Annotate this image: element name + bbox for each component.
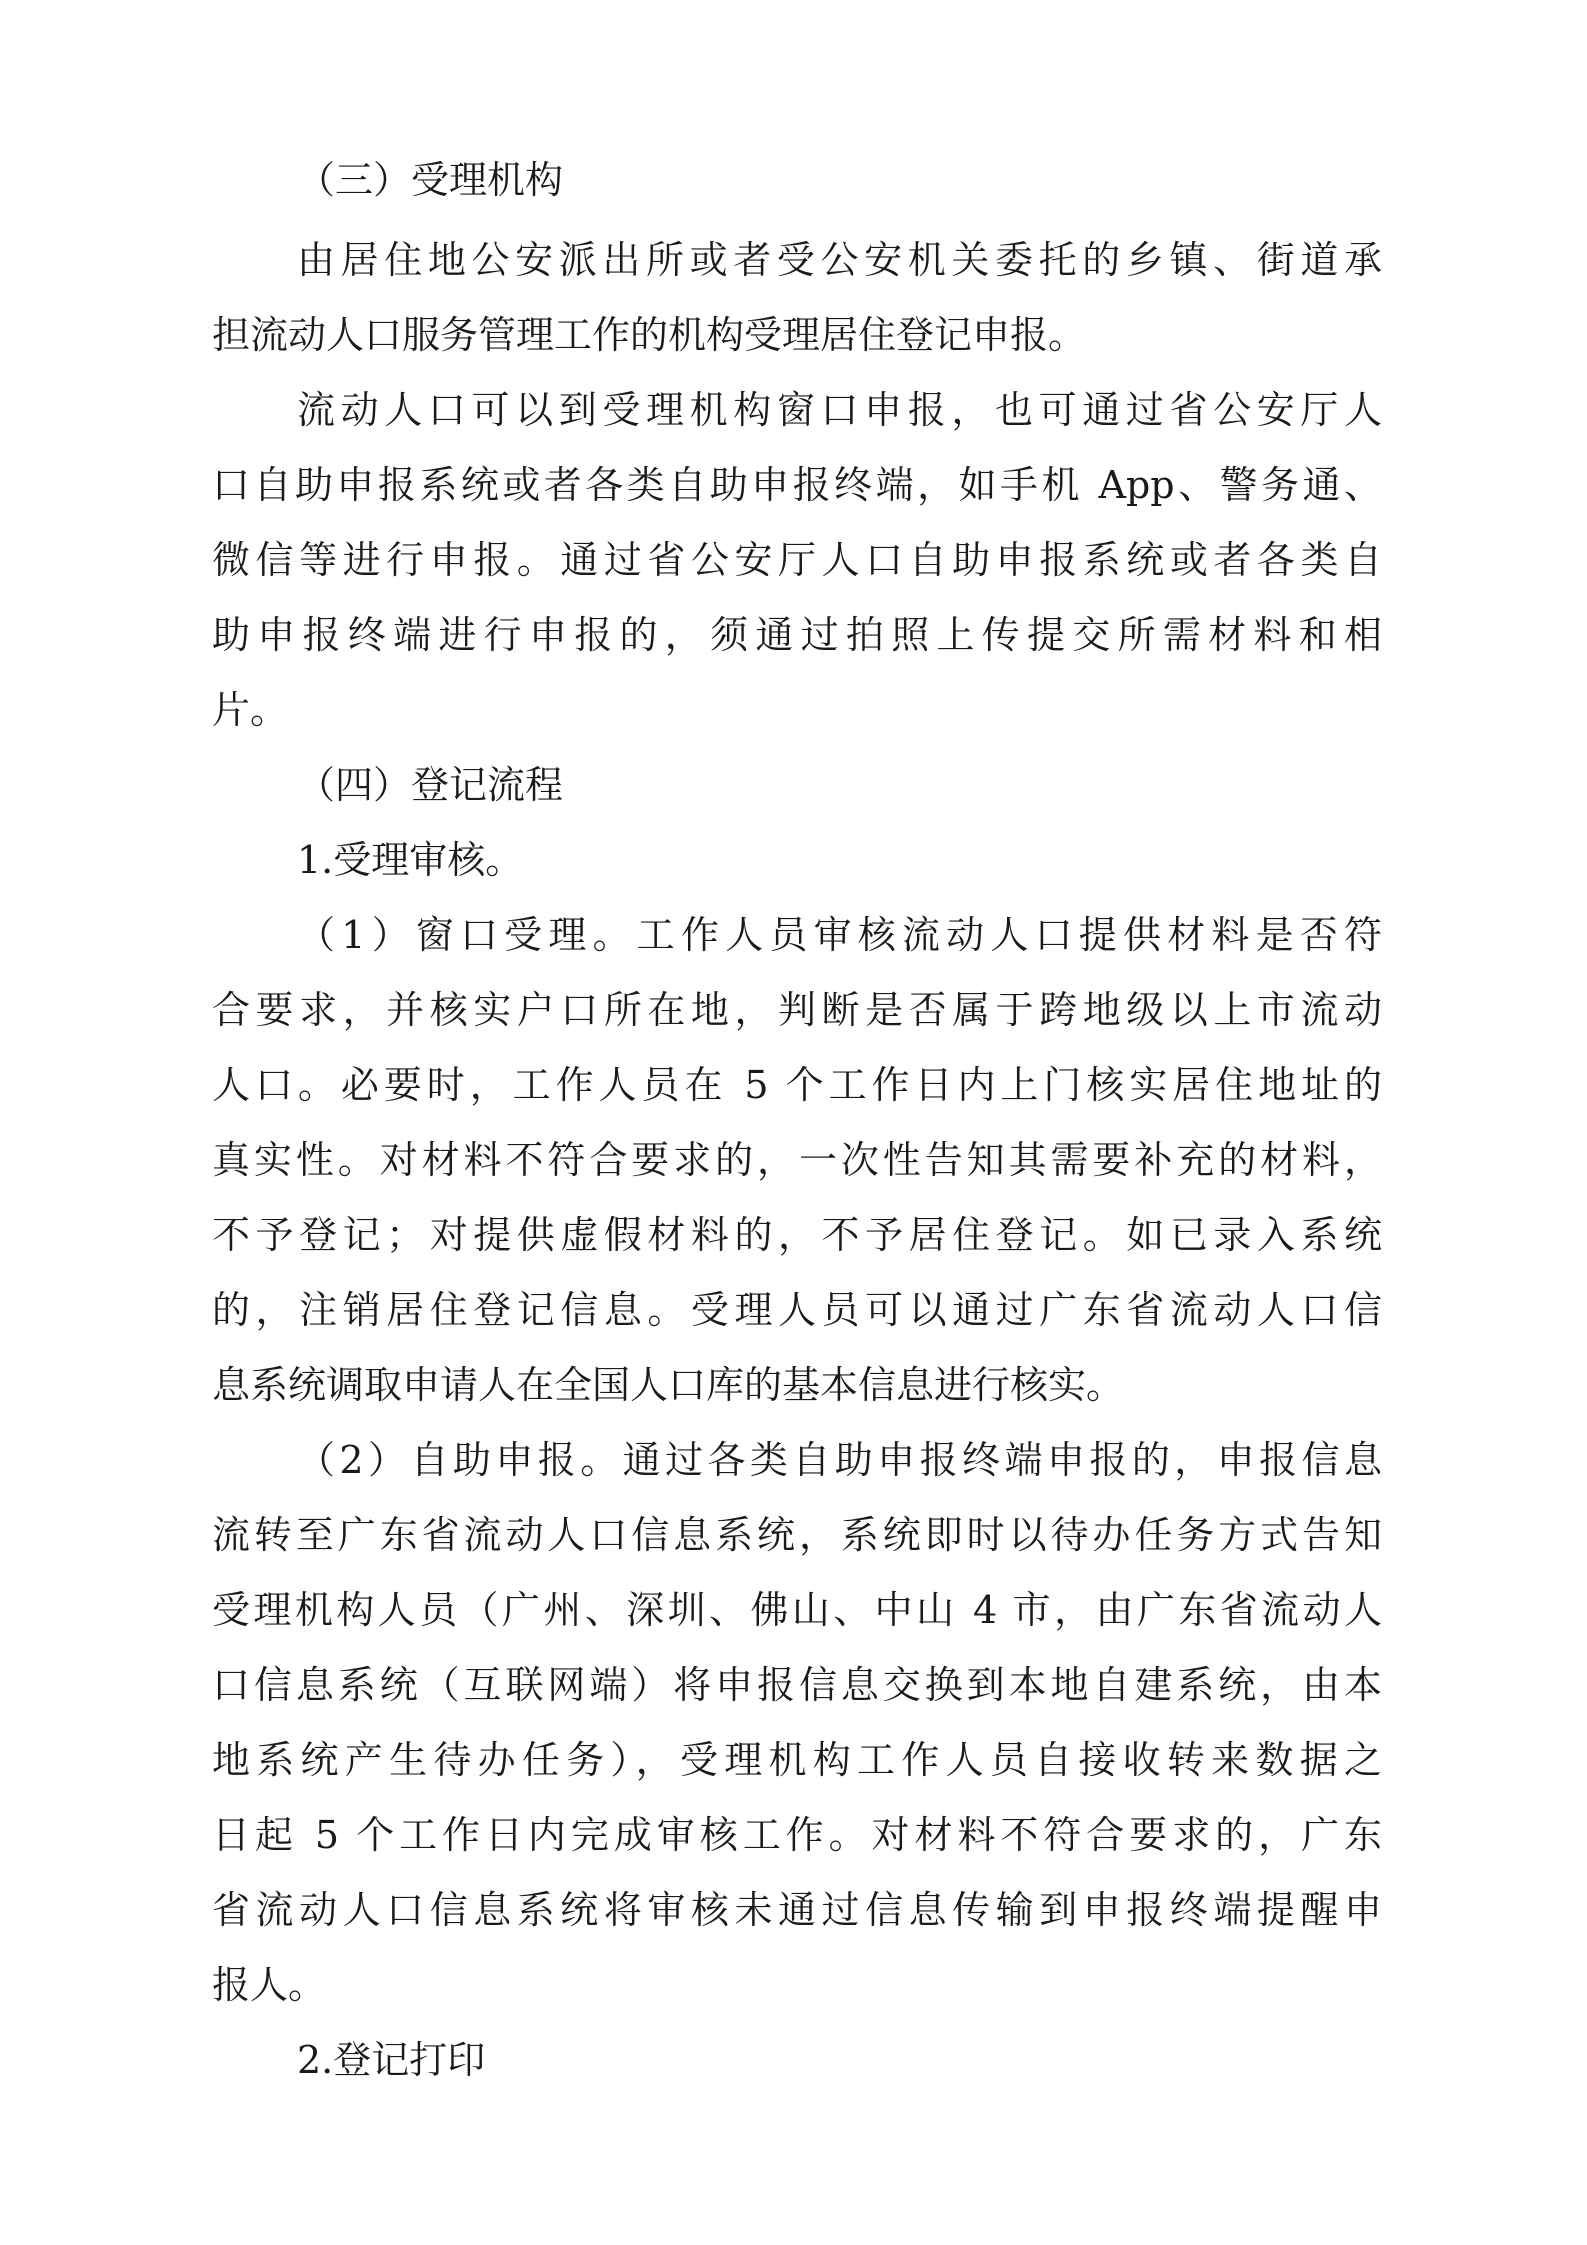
text-line: 合要求，并核实户口所在地，判断是否属于跨地级以上市流动 bbox=[212, 988, 1382, 1032]
text-line: 地系统产生待办任务），受理机构工作人员自接收转来数据之 bbox=[212, 1738, 1382, 1782]
text-line: 人口。必要时，工作人员在 5 个工作日内上门核实居住地址的 bbox=[212, 1063, 1382, 1107]
text-line: 省流动人口信息系统将审核未通过信息传输到申报终端提醒申 bbox=[212, 1888, 1382, 1932]
text-line: 息系统调取申请人在全国人口库的基本信息进行核实。 bbox=[212, 1363, 1125, 1407]
text-line: 助申报终端进行申报的，须通过拍照上传提交所需材料和相 bbox=[212, 613, 1382, 657]
text-line: 受理机构人员（广州、深圳、佛山、中山 4 市，由广东省流动人 bbox=[212, 1588, 1382, 1632]
text-line: 流转至广东省流动人口信息系统，系统即时以待办任务方式告知 bbox=[212, 1513, 1382, 1557]
text-line: （1）窗口受理。工作人员审核流动人口提供材料是否符 bbox=[297, 913, 1382, 957]
text-line: 的，注销居住登记信息。受理人员可以通过广东省流动人口信 bbox=[212, 1288, 1382, 1332]
section-4-heading: （四）登记流程 bbox=[297, 763, 564, 807]
text-line: 不予登记；对提供虚假材料的，不予居住登记。如已录入系统 bbox=[212, 1213, 1382, 1257]
step-2-heading: 2.登记打印 bbox=[297, 2038, 486, 2082]
text-line: 真实性。对材料不符合要求的，一次性告知其需要补充的材料， bbox=[212, 1138, 1382, 1182]
text-line: 口自助申报系统或者各类自助申报终端，如手机 App、警务通、 bbox=[212, 463, 1382, 507]
text-line: 口信息系统（互联网端）将申报信息交换到本地自建系统，由本 bbox=[212, 1663, 1382, 1707]
text-line: 微信等进行申报。通过省公安厅人口自助申报系统或者各类自 bbox=[212, 538, 1382, 582]
text-line: 报人。 bbox=[212, 1963, 327, 2007]
text-line: 片。 bbox=[212, 688, 289, 732]
text-line: 日起 5 个工作日内完成审核工作。对材料不符合要求的，广东 bbox=[212, 1813, 1382, 1857]
text-line: 由居住地公安派出所或者受公安机关委托的乡镇、街道承 bbox=[297, 238, 1382, 282]
text-line: （2）自助申报。通过各类自助申报终端申报的，申报信息 bbox=[297, 1438, 1382, 1482]
step-1-heading: 1.受理审核。 bbox=[297, 838, 524, 882]
text-line: 担流动人口服务管理工作的机构受理居住登记申报。 bbox=[212, 313, 1087, 357]
section-3-heading: （三）受理机构 bbox=[297, 158, 564, 202]
text-line: 流动人口可以到受理机构窗口申报，也可通过省公安厅人 bbox=[297, 388, 1382, 432]
